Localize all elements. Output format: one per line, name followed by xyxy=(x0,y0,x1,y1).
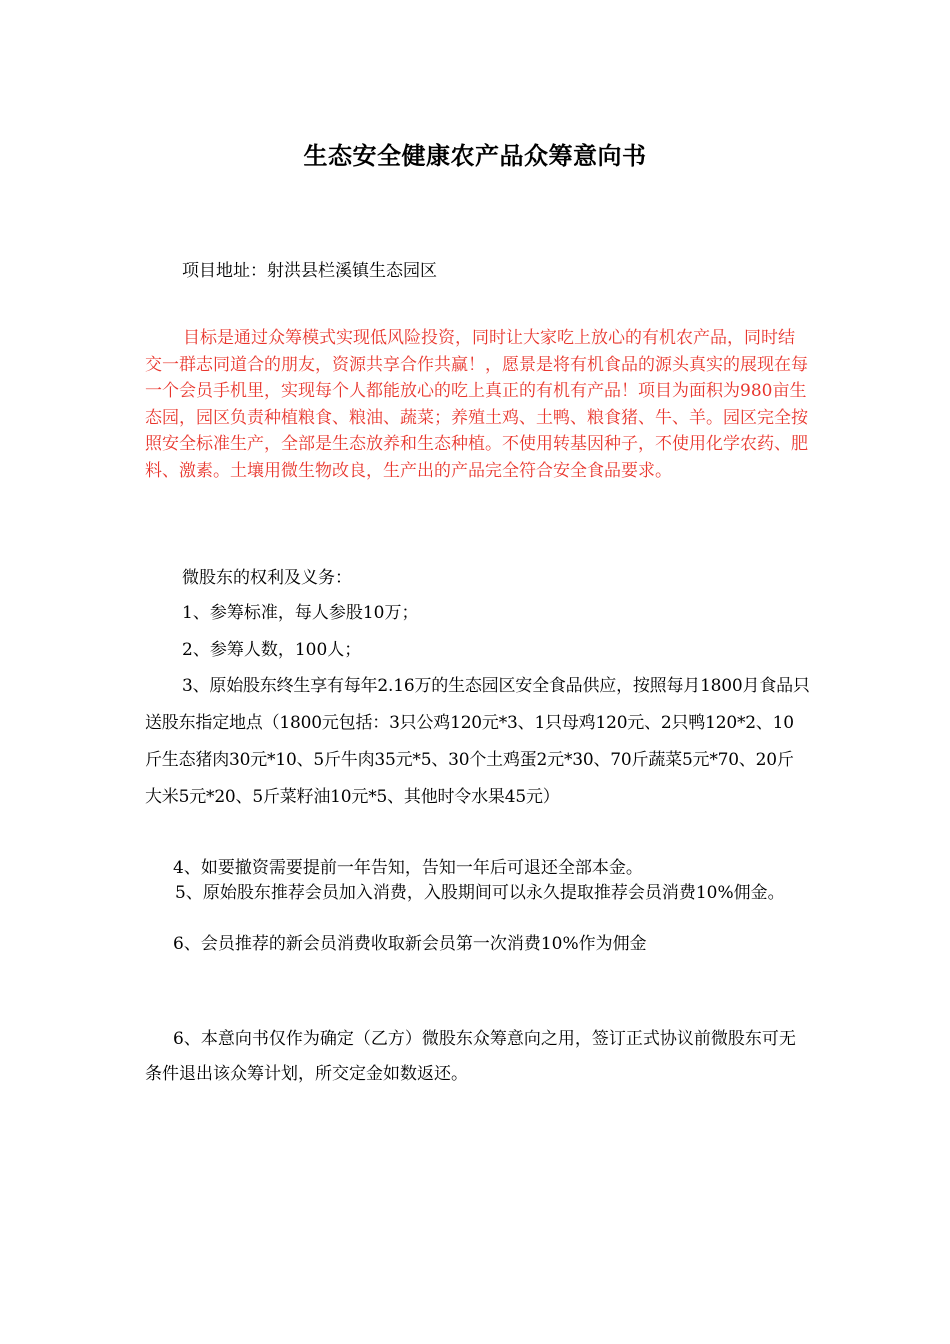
project-goal-paragraph: 目标是通过众筹模式实现低风险投资，同时让大家吃上放心的有机农产品，同时结交一群志同道合的朋友，资源共享合作共赢！，愿景是将有机食品的源头真实的展现在每一个会员手机里，实现每个人都能放心的吃上真正的有机有产品！项目为面积为980亩生态园，园区负责种植粮食、粮油、蔬菜；养殖土鸡、土鸭、粮食猪、牛、羊。园区完全按照安全标准生产，全部是生态放养和生态种植。不使用转基因种子，不使用化学农药、肥料、激素。土壤用微生物改良，生产出的产品完全符合安全食品要求。 xyxy=(145,328,808,481)
document-title: 生态安全健康农产品众筹意向书 xyxy=(303,141,647,170)
list-item-participant-count: 2、参筹人数，100人； xyxy=(182,640,362,660)
list-item-intent-clause: 6、本意向书仅作为确定（乙方）微股东众筹意向之用，签订正式协议前微股东可无条件退出该众筹计划，所交定金如数返还。 xyxy=(145,1029,796,1084)
project-address: 项目地址：射洪县栏溪镇生态园区 xyxy=(182,261,437,281)
list-item-new-member-commission: 6、会员推荐的新会员消费收取新会员第一次消费10%作为佣金 xyxy=(173,934,647,954)
list-item-referral-commission: 5、原始股东推荐会员加入消费，入股期间可以永久提取推荐会员消费10%佣金。 xyxy=(175,883,785,903)
list-item-subscription-standard: 1、参筹标准，每人参股10万； xyxy=(182,603,419,623)
list-item-withdrawal: 4、如要撤资需要提前一年告知，告知一年后可退还全部本金。 xyxy=(173,858,643,878)
list-item-food-supply: 3、原始股东终生享有每年2.16万的生态园区安全食品供应，按照每月1800月食品只送股东指定地点（1800元包括：3只公鸡120元*3、1只母鸡120元、2只鸭120*2、10斤生态猪肉30元*10、5斤牛肉35元*5、30个土鸡蛋2元*30、70斤蔬菜5元*70、20斤大米5元*20、5斤菜籽油10元*5、其他时令水果45元） xyxy=(145,676,810,807)
rights-heading: 微股东的权利及义务： xyxy=(182,568,352,588)
